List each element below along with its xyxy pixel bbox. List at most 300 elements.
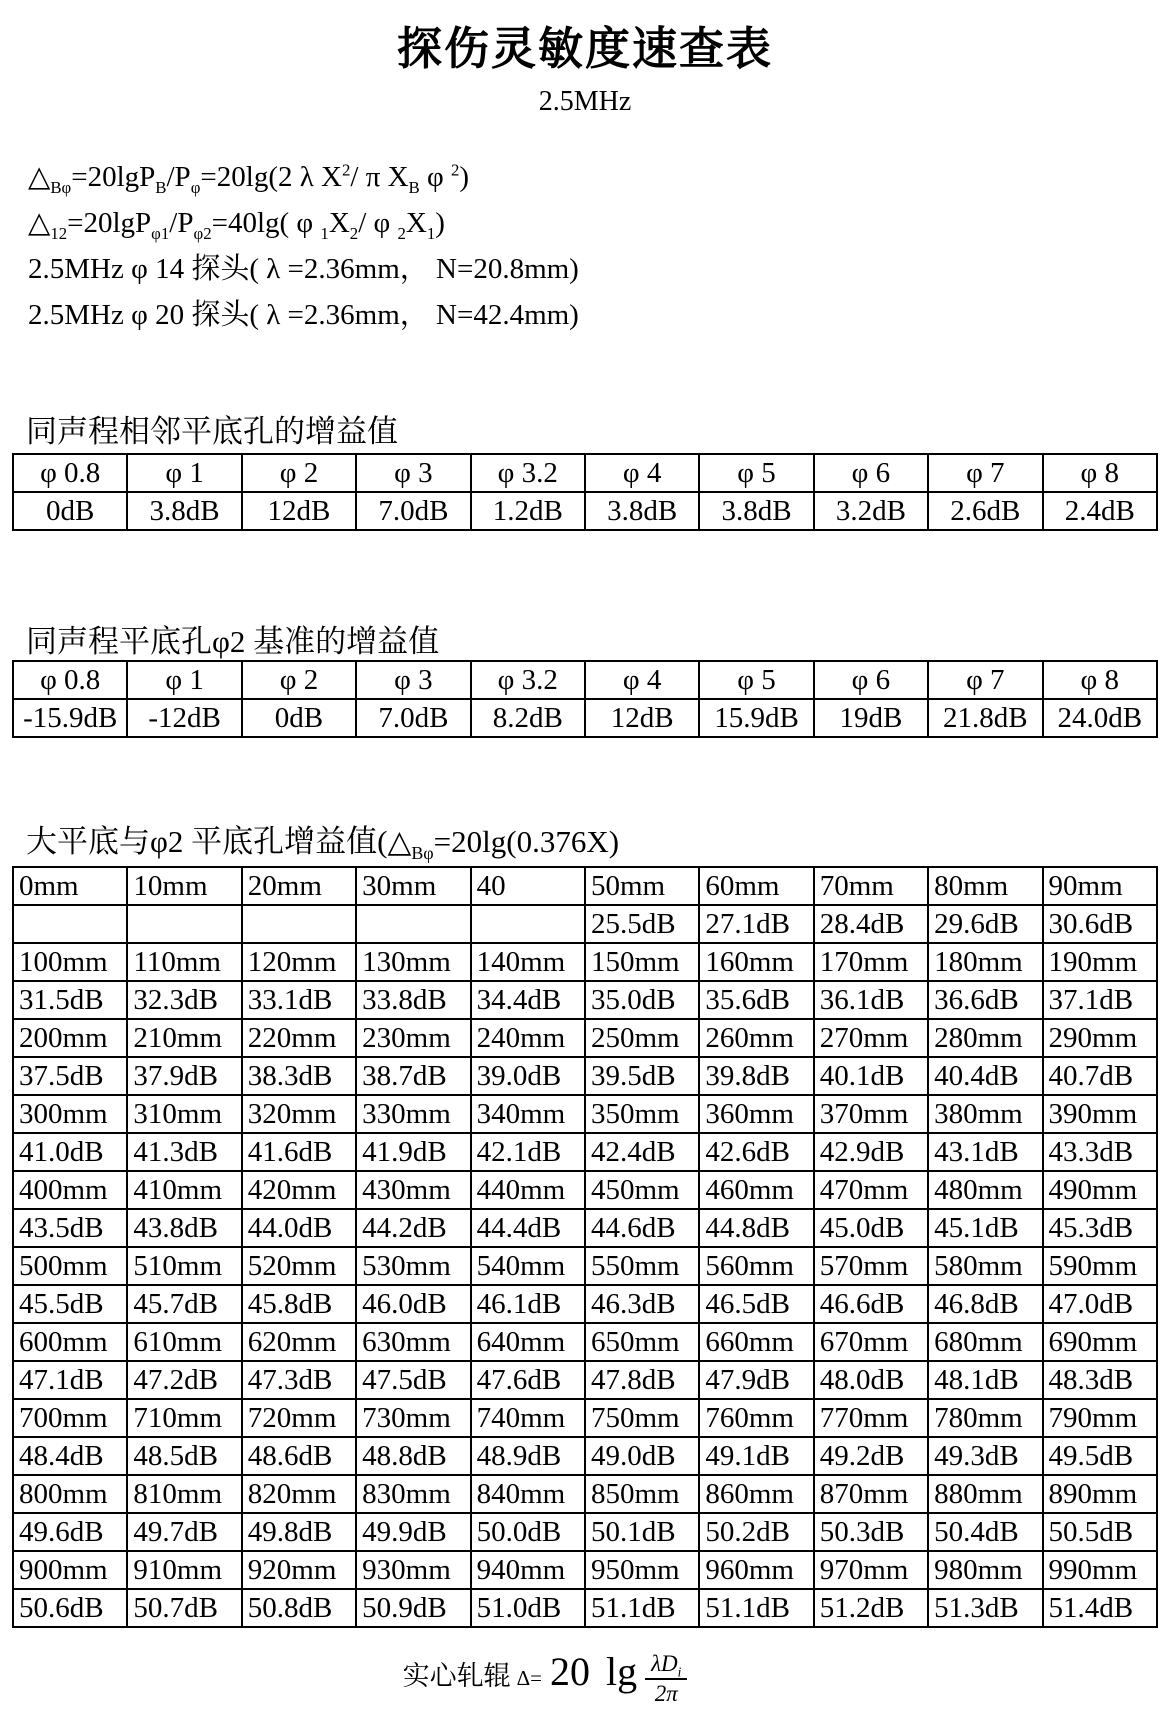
table-cell: 80mm	[928, 867, 1042, 905]
table-cell: 820mm	[242, 1475, 356, 1513]
formula-text: )	[459, 161, 470, 193]
table-cell: 410mm	[127, 1171, 241, 1209]
table-cell: 930mm	[356, 1551, 470, 1589]
table-cell: 46.3dB	[585, 1285, 699, 1323]
table-cell: 830mm	[356, 1475, 470, 1513]
footer-coefficient: 20	[549, 1649, 590, 1694]
table-cell: 400mm	[13, 1171, 127, 1209]
table-cell: 50.3dB	[814, 1513, 928, 1551]
table-cell: 700mm	[13, 1399, 127, 1437]
table-cell: 36.6dB	[928, 981, 1042, 1019]
formula-text: =40lg( φ	[211, 207, 321, 239]
table-row	[13, 1019, 1157, 1057]
formula-subscript: Bφ	[50, 177, 72, 197]
table-cell: 150mm	[585, 943, 699, 981]
table-cell: 870mm	[814, 1475, 928, 1513]
table-row	[13, 943, 1157, 981]
table-cell: 31.5dB	[13, 981, 127, 1019]
table-cell: 47.3dB	[242, 1361, 356, 1399]
table-row	[13, 1399, 1157, 1437]
section-heading-adjacent-gain: 同声程相邻平底孔的增益值	[26, 414, 398, 449]
formula-text: X	[405, 207, 427, 239]
table-cell: 42.1dB	[471, 1133, 585, 1171]
table-cell: φ 0.8	[13, 454, 127, 492]
table-cell: 470mm	[814, 1171, 928, 1209]
table-cell: 490mm	[1043, 1171, 1157, 1209]
probe-spec-phi20: 2.5MHz φ 20 探头( λ =2.36mm， N=42.4mm)	[28, 299, 579, 331]
table-cell: 48.5dB	[127, 1437, 241, 1475]
table-cell: 39.5dB	[585, 1057, 699, 1095]
table-cell: 420mm	[242, 1171, 356, 1209]
table-cell: 49.7dB	[127, 1513, 241, 1551]
table-cell: 21.8dB	[928, 699, 1042, 737]
table-cell: 330mm	[356, 1095, 470, 1133]
table-cell: φ 7	[928, 661, 1042, 699]
table-cell: 47.9dB	[699, 1361, 813, 1399]
table-cell: 140mm	[471, 943, 585, 981]
table-cell: φ 5	[699, 454, 813, 492]
table-cell: 200mm	[13, 1019, 127, 1057]
table-cell: 940mm	[471, 1551, 585, 1589]
table-cell: 40.1dB	[814, 1057, 928, 1095]
section-heading-flat-bottom-gain	[26, 816, 620, 864]
table-cell: 15.9dB	[699, 699, 813, 737]
table-cell: 270mm	[814, 1019, 928, 1057]
table-cell: 980mm	[928, 1551, 1042, 1589]
table-cell: 160mm	[699, 943, 813, 981]
table-cell: 360mm	[699, 1095, 813, 1133]
table-cell: 890mm	[1043, 1475, 1157, 1513]
table-cell: 45.0dB	[814, 1209, 928, 1247]
table-cell: 340mm	[471, 1095, 585, 1133]
table-cell: 320mm	[242, 1095, 356, 1133]
page-subtitle: 2.5MHz	[538, 86, 632, 117]
table-cell: 44.6dB	[585, 1209, 699, 1247]
table-cell: 42.4dB	[585, 1133, 699, 1171]
table-cell: 950mm	[585, 1551, 699, 1589]
table-cell: 7.0dB	[356, 492, 470, 530]
table-cell: φ 4	[585, 661, 699, 699]
table-cell: 310mm	[127, 1095, 241, 1133]
table-cell: 3.8dB	[585, 492, 699, 530]
table-cell: 840mm	[471, 1475, 585, 1513]
footer-fraction	[645, 1650, 687, 1707]
table-cell: φ 0.8	[13, 661, 127, 699]
table-row	[13, 1323, 1157, 1361]
table-cell: 45.8dB	[242, 1285, 356, 1323]
table-cell: 39.0dB	[471, 1057, 585, 1095]
table-cell: 51.3dB	[928, 1589, 1042, 1627]
table-cell: 45.7dB	[127, 1285, 241, 1323]
table-cell: 36.1dB	[814, 981, 928, 1019]
table-cell: φ 3	[356, 454, 470, 492]
table-cell: 2.4dB	[1043, 492, 1157, 530]
table-cell: 170mm	[814, 943, 928, 981]
table-cell: 190mm	[1043, 943, 1157, 981]
table-cell: 560mm	[699, 1247, 813, 1285]
table-row	[13, 1361, 1157, 1399]
table-cell: 50.2dB	[699, 1513, 813, 1551]
heading-text: 大平底与φ2 平底孔增益值(△	[26, 824, 412, 859]
table-cell: 780mm	[928, 1399, 1042, 1437]
table-cell: 1.2dB	[471, 492, 585, 530]
formula-subscript: 2	[397, 223, 406, 243]
table-cell	[242, 905, 356, 943]
table-cell: 48.1dB	[928, 1361, 1042, 1399]
table-row	[13, 492, 1157, 530]
table-row	[13, 1551, 1157, 1589]
table-cell: 240mm	[471, 1019, 585, 1057]
table-cell: 480mm	[928, 1171, 1042, 1209]
table-cell: 38.7dB	[356, 1057, 470, 1095]
formula-block	[28, 154, 579, 338]
table-row	[13, 1057, 1157, 1095]
table-cell: 44.4dB	[471, 1209, 585, 1247]
table-cell: 850mm	[585, 1475, 699, 1513]
table-cell: 44.2dB	[356, 1209, 470, 1247]
table-cell: 49.1dB	[699, 1437, 813, 1475]
table-cell: 290mm	[1043, 1019, 1157, 1057]
table-cell: 41.3dB	[127, 1133, 241, 1171]
table-cell: 46.0dB	[356, 1285, 470, 1323]
table-cell: 43.5dB	[13, 1209, 127, 1247]
table-cell: 41.9dB	[356, 1133, 470, 1171]
table-cell: 390mm	[1043, 1095, 1157, 1133]
table-cell: 43.8dB	[127, 1209, 241, 1247]
formula-text: λD	[651, 1651, 678, 1677]
formula-text: =20lgP	[67, 207, 152, 239]
page-title: 探伤灵敏度速查表	[396, 24, 773, 74]
table-cell	[356, 905, 470, 943]
table-cell: 49.8dB	[242, 1513, 356, 1551]
footer-formula-solid-roll	[0, 1648, 1090, 1707]
table-cell: φ 1	[127, 454, 241, 492]
table-cell: φ 2	[242, 661, 356, 699]
formula-text: /P	[166, 161, 191, 193]
table-row	[13, 454, 1157, 492]
table-cell: 49.5dB	[1043, 1437, 1157, 1475]
table-cell: 770mm	[814, 1399, 928, 1437]
table-cell: 50.1dB	[585, 1513, 699, 1551]
formula-text: /P	[169, 207, 194, 239]
table-cell: 50.8dB	[242, 1589, 356, 1627]
table-cell: 570mm	[814, 1247, 928, 1285]
table-cell: 35.0dB	[585, 981, 699, 1019]
table-cell: 51.2dB	[814, 1589, 928, 1627]
table-cell: 740mm	[471, 1399, 585, 1437]
table-cell: 27.1dB	[699, 905, 813, 943]
table-cell: 51.1dB	[585, 1589, 699, 1627]
table-cell: 530mm	[356, 1247, 470, 1285]
table-cell: 450mm	[585, 1171, 699, 1209]
formula-text: △	[28, 161, 51, 193]
table-cell: 37.1dB	[1043, 981, 1157, 1019]
table-row	[13, 867, 1157, 905]
table-cell: 30.6dB	[1043, 905, 1157, 943]
fraction-numerator	[645, 1650, 687, 1680]
table-cell: 47.8dB	[585, 1361, 699, 1399]
table-cell: 580mm	[928, 1247, 1042, 1285]
table-cell: 60mm	[699, 867, 813, 905]
table-cell: 900mm	[13, 1551, 127, 1589]
table-cell: 46.5dB	[699, 1285, 813, 1323]
table-cell: 44.0dB	[242, 1209, 356, 1247]
table-cell: 90mm	[1043, 867, 1157, 905]
table-cell: 50mm	[585, 867, 699, 905]
table-cell: φ 8	[1043, 661, 1157, 699]
table-cell: 25.5dB	[585, 905, 699, 943]
table-row	[13, 1171, 1157, 1209]
table-cell: 48.9dB	[471, 1437, 585, 1475]
table-cell: 48.0dB	[814, 1361, 928, 1399]
table-cell: 610mm	[127, 1323, 241, 1361]
formula-subscript: 12	[50, 223, 68, 243]
table-cell: 42.6dB	[699, 1133, 813, 1171]
section-heading-phi2-reference-gain: 同声程平底孔φ2 基准的增益值	[26, 624, 440, 659]
table-cell: 40	[471, 867, 585, 905]
table-cell: 350mm	[585, 1095, 699, 1133]
table-cell: 47.6dB	[471, 1361, 585, 1399]
table-cell: 730mm	[356, 1399, 470, 1437]
table-cell: 40.4dB	[928, 1057, 1042, 1095]
table-cell: 760mm	[699, 1399, 813, 1437]
table-cell: 43.3dB	[1043, 1133, 1157, 1171]
table-cell: 660mm	[699, 1323, 813, 1361]
table-cell: 50.4dB	[928, 1513, 1042, 1551]
table-cell: 250mm	[585, 1019, 699, 1057]
table-cell: 710mm	[127, 1399, 241, 1437]
table-cell: -15.9dB	[13, 699, 127, 737]
table-cell: 49.6dB	[13, 1513, 127, 1551]
table-cell: 460mm	[699, 1171, 813, 1209]
table-cell: 47.0dB	[1043, 1285, 1157, 1323]
formula-subscript: 1	[320, 223, 329, 243]
table-cell: 45.5dB	[13, 1285, 127, 1323]
table-cell: φ 3.2	[471, 454, 585, 492]
table-cell	[127, 905, 241, 943]
fraction-denominator: 2π	[654, 1680, 678, 1706]
table-cell: 33.8dB	[356, 981, 470, 1019]
table-cell: 100mm	[13, 943, 127, 981]
probe-spec-phi14: 2.5MHz φ 14 探头( λ =2.36mm， N=20.8mm)	[28, 253, 579, 285]
table-cell: 45.1dB	[928, 1209, 1042, 1247]
formula-text: φ	[419, 161, 452, 193]
table-cell: 440mm	[471, 1171, 585, 1209]
table-cell: 960mm	[699, 1551, 813, 1589]
table-cell: 500mm	[13, 1247, 127, 1285]
formula-delta-bphi	[28, 154, 579, 200]
table-cell: 210mm	[127, 1019, 241, 1057]
table-cell: 48.8dB	[356, 1437, 470, 1475]
table-cell: φ 6	[814, 661, 928, 699]
table-cell: 990mm	[1043, 1551, 1157, 1589]
table-cell: 33.1dB	[242, 981, 356, 1019]
table-cell: 49.3dB	[928, 1437, 1042, 1475]
table-row	[13, 1589, 1157, 1627]
gain-table-adjacent-holes	[12, 453, 1158, 531]
table-cell: 800mm	[13, 1475, 127, 1513]
table-row	[13, 1437, 1157, 1475]
table-cell: φ 1	[127, 661, 241, 699]
table-cell: 43.1dB	[928, 1133, 1042, 1171]
table-cell: φ 4	[585, 454, 699, 492]
table-cell: 41.6dB	[242, 1133, 356, 1171]
table-cell: 44.8dB	[699, 1209, 813, 1247]
table-cell: 690mm	[1043, 1323, 1157, 1361]
table-cell: 12dB	[242, 492, 356, 530]
table-cell: 47.1dB	[13, 1361, 127, 1399]
table-cell: 510mm	[127, 1247, 241, 1285]
table-cell: 380mm	[928, 1095, 1042, 1133]
table-cell: 650mm	[585, 1323, 699, 1361]
table-cell: 120mm	[242, 943, 356, 981]
table-cell: 12dB	[585, 699, 699, 737]
table-cell: 0mm	[13, 867, 127, 905]
table-cell: 39.8dB	[699, 1057, 813, 1095]
table-cell: 50.5dB	[1043, 1513, 1157, 1551]
table-row	[13, 1247, 1157, 1285]
table-cell: 230mm	[356, 1019, 470, 1057]
formula-text: X	[328, 207, 350, 239]
table-cell: 720mm	[242, 1399, 356, 1437]
table-cell: φ 5	[699, 661, 813, 699]
table-cell: 51.1dB	[699, 1589, 813, 1627]
table-cell: 600mm	[13, 1323, 127, 1361]
table-cell: 110mm	[127, 943, 241, 981]
table-cell: 45.3dB	[1043, 1209, 1157, 1247]
table-cell: 300mm	[13, 1095, 127, 1133]
table-cell: 37.5dB	[13, 1057, 127, 1095]
table-cell: -12dB	[127, 699, 241, 737]
table-cell: 24.0dB	[1043, 699, 1157, 737]
table-cell: 46.8dB	[928, 1285, 1042, 1323]
table-cell: 10mm	[127, 867, 241, 905]
table-cell: 3.2dB	[814, 492, 928, 530]
table-cell: 48.3dB	[1043, 1361, 1157, 1399]
table-cell: 34.4dB	[471, 981, 585, 1019]
table-cell: 50.7dB	[127, 1589, 241, 1627]
table-cell: 630mm	[356, 1323, 470, 1361]
table-cell: 280mm	[928, 1019, 1042, 1057]
table-cell: 49.0dB	[585, 1437, 699, 1475]
table-cell: 38.3dB	[242, 1057, 356, 1095]
heading-subscript: Bφ	[411, 843, 434, 864]
table-cell: 19dB	[814, 699, 928, 737]
formula-text: / π X	[350, 161, 409, 193]
table-row	[13, 1095, 1157, 1133]
table-cell: 47.5dB	[356, 1361, 470, 1399]
table-cell	[13, 905, 127, 943]
formula-subscript: 2	[349, 223, 359, 243]
delta-symbol: Δ=	[516, 1666, 542, 1690]
table-cell: 3.8dB	[127, 492, 241, 530]
table-row	[13, 1209, 1157, 1247]
table-row	[13, 905, 1157, 943]
formula-text: =20lgP	[71, 161, 156, 193]
table-cell: 51.4dB	[1043, 1589, 1157, 1627]
table-row	[13, 699, 1157, 737]
table-cell: 920mm	[242, 1551, 356, 1589]
table-cell: 670mm	[814, 1323, 928, 1361]
table-cell: 47.2dB	[127, 1361, 241, 1399]
table-cell: 220mm	[242, 1019, 356, 1057]
table-cell: 48.6dB	[242, 1437, 356, 1475]
formula-text: )	[435, 207, 445, 239]
table-cell: 7.0dB	[356, 699, 470, 737]
table-cell: 430mm	[356, 1171, 470, 1209]
table-cell: 20mm	[242, 867, 356, 905]
table-cell: 35.6dB	[699, 981, 813, 1019]
table-cell: 50.0dB	[471, 1513, 585, 1551]
formula-superscript: 2	[451, 160, 460, 180]
formula-subscript: 1	[426, 223, 436, 243]
formula-subscript: B	[408, 177, 420, 197]
gain-table-flat-bottom-vs-phi2	[12, 866, 1158, 1628]
table-cell: 70mm	[814, 867, 928, 905]
table-cell: 750mm	[585, 1399, 699, 1437]
table-cell: 3.8dB	[699, 492, 813, 530]
formula-text: △	[28, 207, 51, 239]
formula-subscript: B	[155, 177, 167, 197]
table-row	[13, 1285, 1157, 1323]
table-cell: 32.3dB	[127, 981, 241, 1019]
table-cell: 50.9dB	[356, 1589, 470, 1627]
table-cell: 180mm	[928, 943, 1042, 981]
table-cell: 880mm	[928, 1475, 1042, 1513]
table-cell: 260mm	[699, 1019, 813, 1057]
table-cell: 860mm	[699, 1475, 813, 1513]
table-cell: 49.2dB	[814, 1437, 928, 1475]
table-cell: 30mm	[356, 867, 470, 905]
table-cell: φ 6	[814, 454, 928, 492]
table-cell: φ 8	[1043, 454, 1157, 492]
table-cell: 790mm	[1043, 1399, 1157, 1437]
table-row	[13, 661, 1157, 699]
table-cell: 680mm	[928, 1323, 1042, 1361]
table-cell: 42.9dB	[814, 1133, 928, 1171]
gain-table-phi2-reference	[12, 660, 1158, 738]
table-cell: φ 2	[242, 454, 356, 492]
table-cell: 49.9dB	[356, 1513, 470, 1551]
table-cell: φ 7	[928, 454, 1042, 492]
table-cell: 2.6dB	[928, 492, 1042, 530]
table-cell: 970mm	[814, 1551, 928, 1589]
table-cell: 8.2dB	[471, 699, 585, 737]
formula-subscript: φ	[190, 177, 201, 197]
table-cell: 29.6dB	[928, 905, 1042, 943]
table-cell: 51.0dB	[471, 1589, 585, 1627]
table-cell: 620mm	[242, 1323, 356, 1361]
table-row	[13, 981, 1157, 1019]
table-cell: 28.4dB	[814, 905, 928, 943]
table-cell: 810mm	[127, 1475, 241, 1513]
table-cell: 41.0dB	[13, 1133, 127, 1171]
table-row	[13, 1133, 1157, 1171]
table-cell: 46.1dB	[471, 1285, 585, 1323]
table-cell: 590mm	[1043, 1247, 1157, 1285]
formula-subscript: φ2	[193, 223, 212, 243]
table-cell: 130mm	[356, 943, 470, 981]
table-cell: 0dB	[242, 699, 356, 737]
heading-text: =20lg(0.376X)	[433, 824, 620, 859]
footer-label: 实心轧辊	[402, 1661, 511, 1691]
table-cell: 550mm	[585, 1247, 699, 1285]
table-cell: 50.6dB	[13, 1589, 127, 1627]
table-cell	[471, 905, 585, 943]
footer-lg: lg	[605, 1649, 638, 1694]
table-cell: 520mm	[242, 1247, 356, 1285]
table-cell: 640mm	[471, 1323, 585, 1361]
